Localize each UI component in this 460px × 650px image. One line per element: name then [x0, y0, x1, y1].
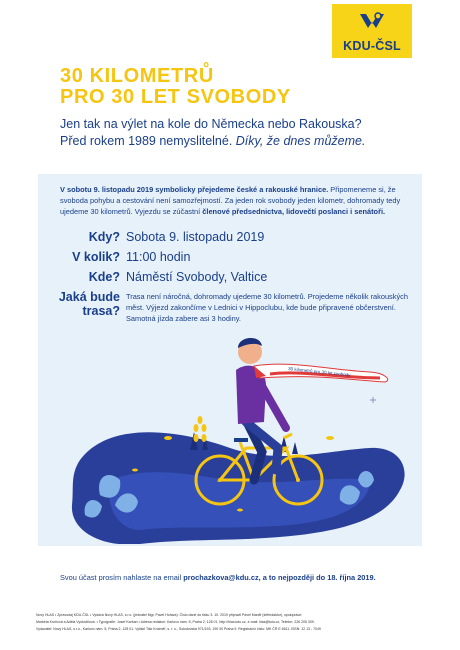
subtitle-line-2: [60, 133, 365, 150]
intro-text: Připomeneme si, že svoboda pohybu a cestování není samozřejmostí. Za jeden rok svobody jeden kilometr, dohromady tedy ujedeme 30 kilometrů. Vyjezdu se zúčastní: [60, 185, 401, 216]
intro-paragraph: [60, 184, 412, 217]
kolik-value: 11:00 hodin: [126, 250, 191, 264]
kde-value: Náměstí Svobody, Valtice: [126, 270, 268, 284]
kde-label: Kde?: [88, 270, 120, 284]
signup-text-1: Svou účast prosím nahlaste na email: [60, 573, 184, 582]
subtitle-line-2-plain: Před rokem 1989 nemyslitelné.: [60, 134, 236, 148]
title-line-2: PRO 30 LET SVOBODY: [60, 86, 291, 108]
kdu-csl-emblem-icon: [358, 10, 386, 32]
imprint-footer: [36, 612, 440, 633]
info-row-kde: [60, 270, 410, 288]
footer-line-3: Vydavatel: Nový HLAS, s.r.o., Karlovo nám. 5, Praha 2, 128 01. Vytiskl Tisk Kroiměř, s. r. o., Sokolovská 971/193, 190 00 Praha 9. Registrační číslo: MK ČR E 6611. ISSN: 12 13 - 7049: [36, 627, 321, 631]
trasa-label-line-2: trasa?: [82, 304, 120, 318]
subtitle-line-2-italic: Díky, že dnes můžeme.: [235, 134, 366, 148]
intro-bold-2: členové předsednictva, lidovečtí poslanci i senátoři.: [202, 207, 386, 216]
info-row-kolik: [60, 250, 410, 268]
kdy-label: Kdy?: [88, 230, 120, 244]
trasa-label: [58, 290, 120, 318]
trasa-text: Trasa není náročná, dohromady ujedeme 30 kilometrů. Projedeme několik rakouských měst. Výjezd zakončíme v Lednici v Hippoclubu, kde bude připravené občerstvení. Samotná jízda zabere asi 3 hodiny.: [126, 292, 408, 323]
wheat-icon: [194, 416, 207, 442]
title-line-1: 30 KILOMETRŮ: [60, 65, 214, 87]
scarf-text: 30 kilometrů pro 30 let svobody: [287, 366, 351, 378]
kdy-value: Sobota 9. listopadu 2019: [126, 230, 265, 244]
signup-note: [60, 573, 376, 582]
intro-bold-1: V sobotu 9. listopadu 2019 symbolicky přejedeme české a rakouské hranice.: [60, 185, 329, 194]
trasa-label-line-1: Jaká bude: [58, 290, 120, 304]
subtitle-line-1: Jen tak na výlet na kole do Německa nebo Rakouska?: [60, 117, 362, 131]
page-title: [60, 66, 291, 108]
subtitle: [60, 116, 365, 150]
signup-email: prochazkova@kdu.cz: [183, 573, 259, 582]
footer-line-2: Markéta Kroňová a Adéla Vyskočilová. • Typografie: Josef Karban • Adresa redakce: Karlovo nám. 5, Praha 2, 128 01, http://hlas.kdu.cz, e-mail: hlas@kdu.cz, Telefon: 226 205 309.: [36, 620, 315, 624]
cyclist-illustration: [40, 330, 420, 544]
kolik-label: V kolik?: [72, 250, 120, 264]
info-row-kdy: [60, 230, 410, 248]
signup-text-2: , a to nejpozději do 18. října 2019.: [258, 573, 376, 582]
footer-line-1: Nový HLAS • Zpravodaj KDU-ČSL • Vydává Nový HLAS, s.r.o. (jednatel Mgr. Pavel Hořava). Číslo dané do tisku 3. 10. 2019 připravil Pavel Maněl (šéfredaktor), spolupráce:: [36, 613, 303, 617]
kdu-csl-logo: [332, 4, 412, 58]
logo-text: KDU-ČSL: [343, 39, 401, 53]
